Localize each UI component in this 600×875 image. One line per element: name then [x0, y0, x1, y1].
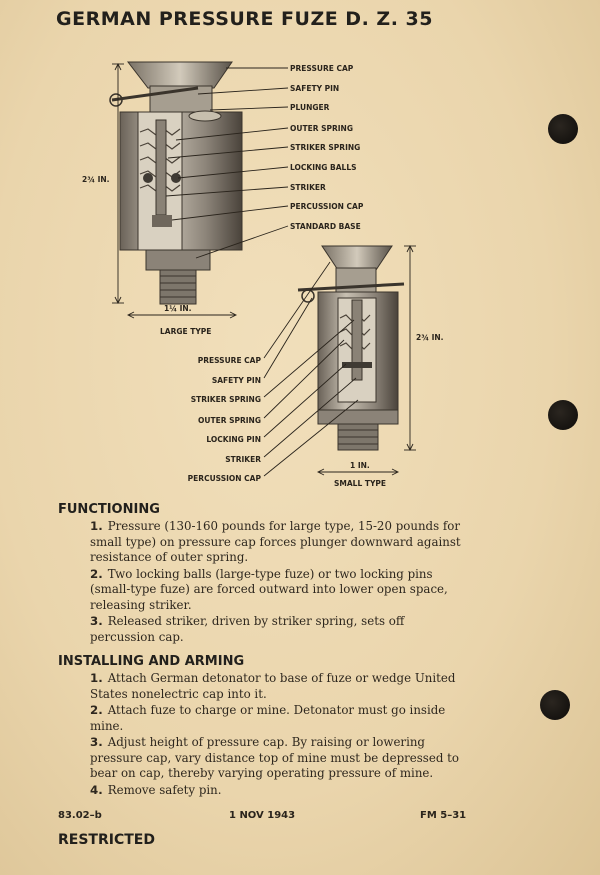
installing-list — [90, 671, 470, 799]
list-item: 2. Attach fuze to charge or mine. Detonator must go inside mine. — [90, 703, 446, 733]
section-heading-functioning: FUNCTIONING — [58, 502, 160, 517]
page-title: GERMAN PRESSURE FUZE D. Z. 35 — [56, 8, 433, 30]
callout-striker: STRIKER — [290, 183, 326, 192]
list-item: 1. Pressure (130-160 pounds for large type, 15-20 pounds for small type) on pressure cap forces plunger downward against resistance of outer spring. — [90, 519, 461, 564]
list-item: 2. Two locking balls (large-type fuze) or two locking pins (small-type fuze) are forced outward into lower open space, releasing striker. — [90, 566, 448, 612]
callout-outer-spring: OUTER SPRING — [198, 416, 261, 425]
small-height-dimension: 2¾ IN. — [416, 333, 444, 342]
callout-safety-pin: SAFETY PIN — [290, 84, 340, 93]
callout-plunger: PLUNGER — [290, 103, 330, 112]
small-type-fuze — [188, 246, 444, 488]
large-type-caption: LARGE TYPE — [160, 327, 212, 336]
callout-outer-spring: OUTER SPRING — [290, 124, 353, 133]
callout-percussion-cap: PERCUSSION CAP — [290, 202, 364, 211]
footer-date: 1 NOV 1943 — [229, 810, 296, 821]
callout-pressure-cap: PRESSURE CAP — [197, 356, 261, 365]
footer-page-ref: 83.02–b — [58, 810, 102, 821]
list-item: 3. Adjust height of pressure cap. By raising or lowering pressure cap, vary distance top of mine must be depressed to bear on cap, thereby varying operating pressure of mine. — [90, 735, 459, 780]
classification-marking: RESTRICTED — [58, 832, 155, 848]
callout-pressure-cap: PRESSURE CAP — [290, 64, 354, 73]
callout-striker-spring: STRIKER SPRING — [190, 395, 261, 404]
footer-manual-number: FM 5–31 — [420, 810, 467, 821]
small-type-caption: SMALL TYPE — [334, 479, 387, 488]
list-item: 4. Remove safety pin. — [90, 782, 222, 797]
large-width-dimension: 1¼ IN. — [164, 304, 192, 313]
large-height-dimension: 2¾ IN. — [82, 175, 110, 184]
callout-striker-spring: STRIKER SPRING — [290, 143, 361, 152]
callout-safety-pin: SAFETY PIN — [211, 376, 261, 385]
list-item: 3. Released striker, driven by striker spring, sets off percussion cap. — [90, 614, 405, 644]
small-type-callouts — [188, 356, 262, 483]
small-width-dimension: 1 IN. — [350, 461, 370, 470]
callout-standard-base: STANDARD BASE — [290, 222, 361, 231]
fuze-diagram — [0, 40, 600, 495]
binder-hole-bottom — [540, 690, 570, 720]
functioning-list — [90, 519, 470, 646]
list-item: 1. Attach German detonator to base of fuze or wedge United States nonelectric cap into it. — [90, 671, 456, 701]
large-type-callouts — [290, 64, 364, 231]
callout-percussion-cap: PERCUSSION CAP — [187, 474, 261, 483]
section-heading-installing: INSTALLING AND ARMING — [58, 654, 245, 669]
callout-striker: STRIKER — [225, 455, 261, 464]
callout-locking-balls: LOCKING BALLS — [290, 163, 357, 172]
callout-locking-pin: LOCKING PIN — [206, 435, 261, 444]
